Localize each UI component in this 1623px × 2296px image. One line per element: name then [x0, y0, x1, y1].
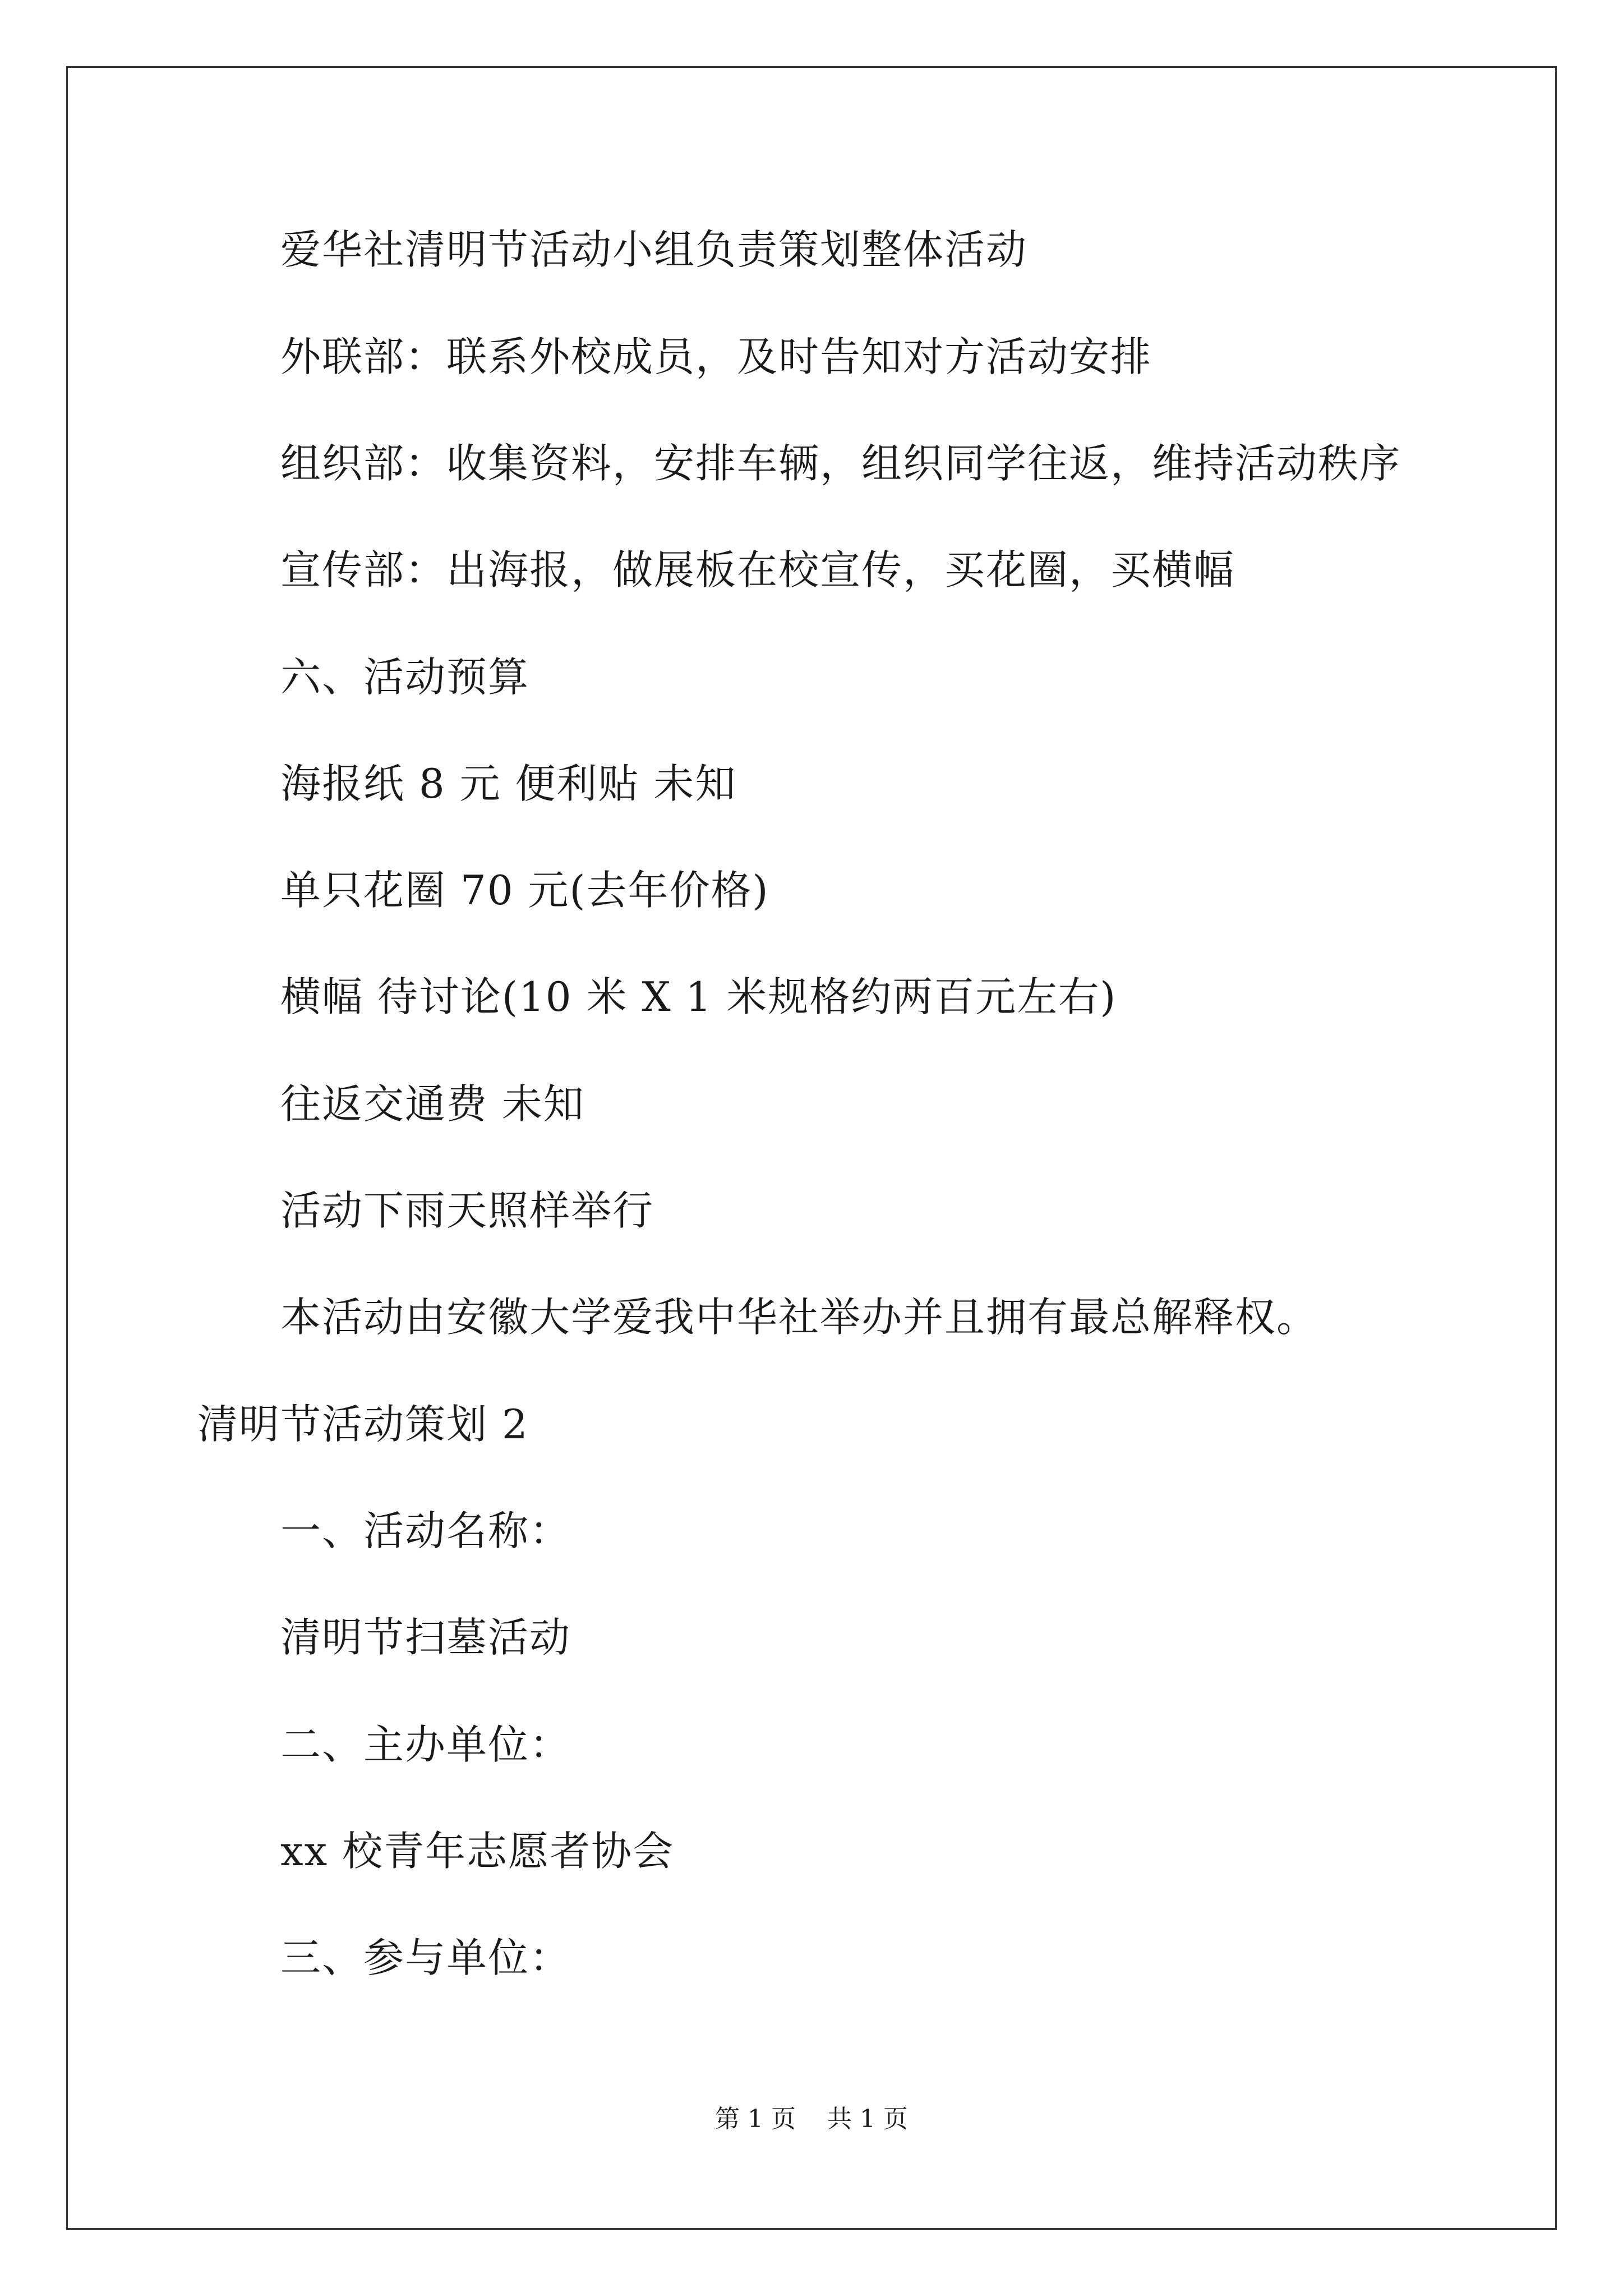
paragraph-line: 横幅 待讨论(10 米 X 1 米规格约两百元左右) [280, 973, 1117, 1020]
section-heading: 六、活动预算 [280, 654, 530, 701]
paragraph-line: 外联部：联系外校成员，及时告知对方活动安排 [280, 333, 1152, 380]
paragraph-line: 活动下雨天照样举行 [280, 1187, 654, 1234]
paragraph-line: 单只花圈 70 元(去年价格) [280, 867, 769, 914]
paragraph-line: 往返交通费 未知 [280, 1080, 585, 1128]
section-heading: 二、主办单位： [280, 1721, 571, 1768]
section-heading: 一、活动名称： [280, 1507, 571, 1554]
paragraph-line: 宣传部：出海报，做展板在校宣传，买花圈，买横幅 [280, 546, 1235, 593]
paragraph-line: 组织部：收集资料，安排车辆，组织同学往返，维持活动秩序 [280, 440, 1401, 487]
paragraph-line: xx 校青年志愿者协会 [280, 1828, 675, 1875]
page-border [66, 66, 1557, 2230]
paragraph-line: 海报纸 8 元 便利贴 未知 [280, 760, 737, 807]
section-heading: 三、参与单位： [280, 1934, 571, 1981]
paragraph-line: 本活动由安徽大学爱我中华社举办并且拥有最总解释权。 [280, 1294, 1318, 1341]
document-title: 清明节活动策划 2 [197, 1401, 529, 1448]
paragraph-line: 爱华社清明节活动小组负责策划整体活动 [280, 226, 1028, 273]
page-footer: 第 1 页 共 1 页 [715, 2105, 908, 2133]
paragraph-line: 清明节扫墓活动 [280, 1614, 571, 1661]
